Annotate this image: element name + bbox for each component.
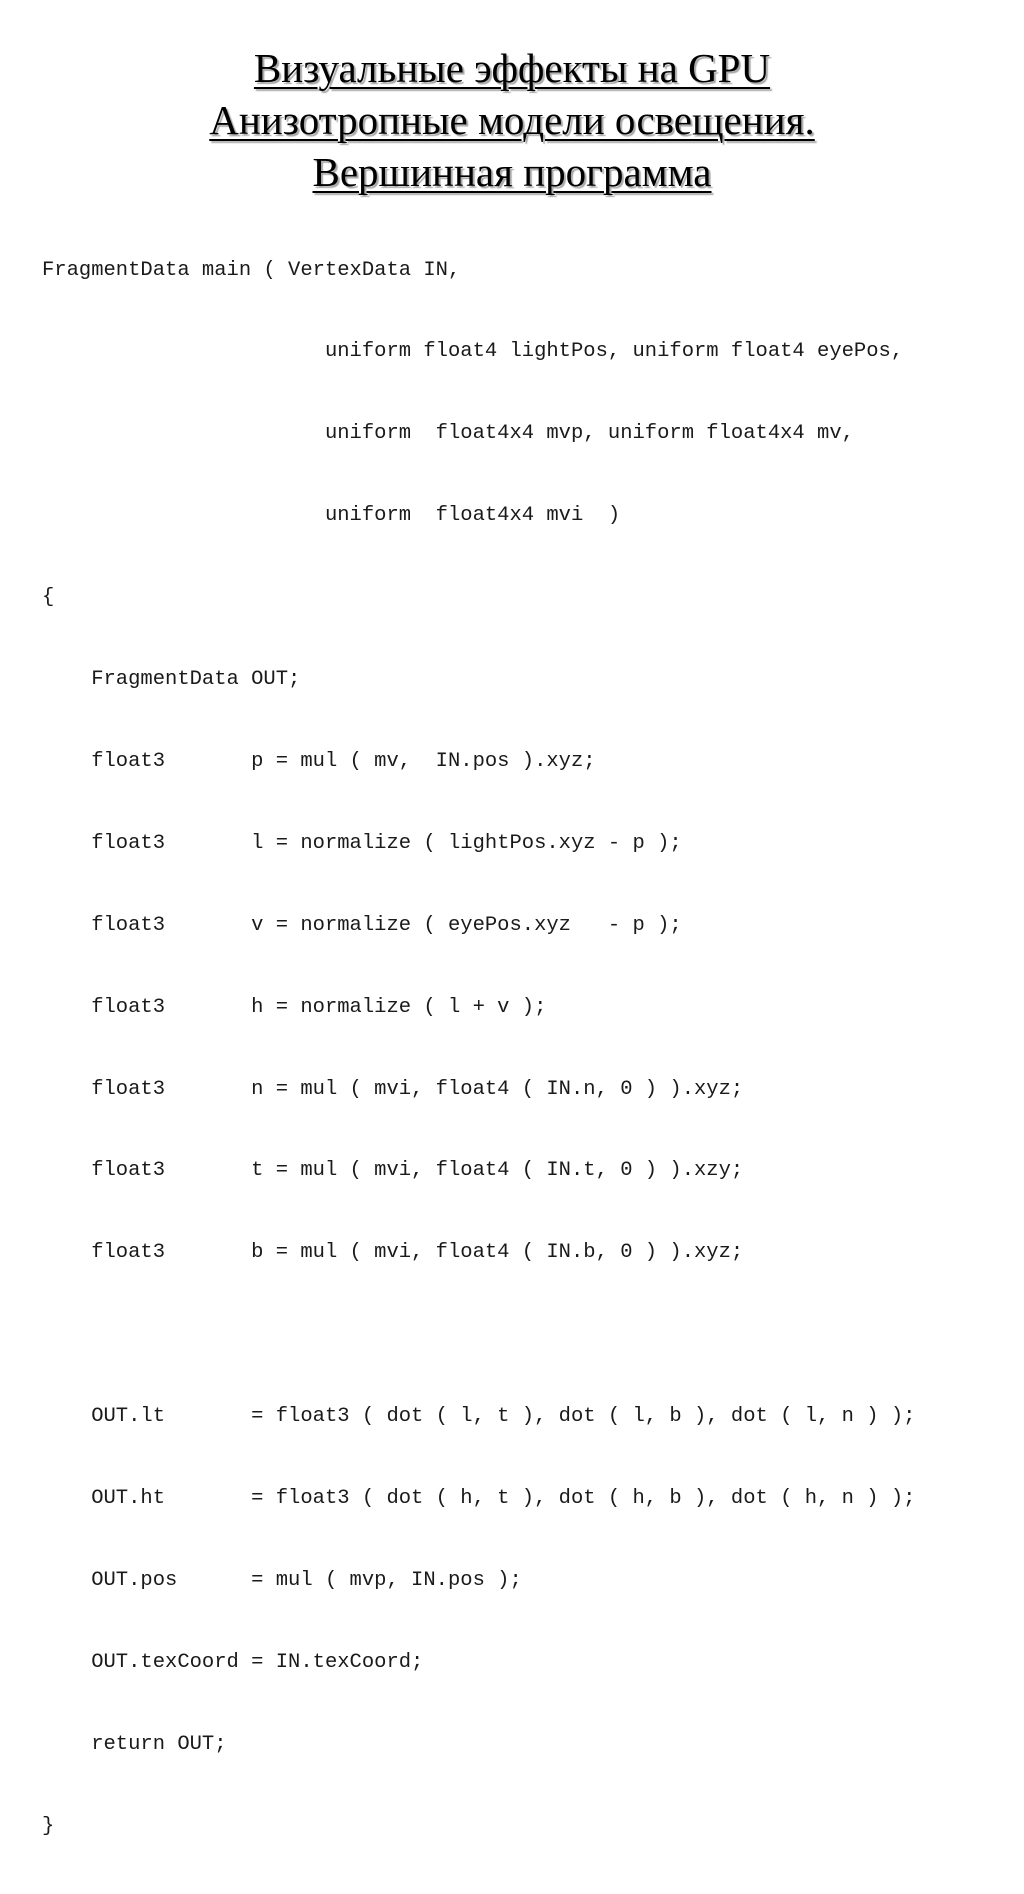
code-line: float3 v = normalize ( eyePos.xyz - p ); bbox=[42, 913, 682, 937]
title-line-3: Вершинная программа bbox=[312, 149, 712, 195]
code-listing bbox=[42, 202, 915, 1894]
code-line: float3 b = mul ( mvi, float4 ( IN.b, 0 ) ).xyz; bbox=[42, 1241, 744, 1265]
code-line: } bbox=[42, 1814, 55, 1838]
code-line: OUT.ht = float3 ( dot ( h, t ), dot ( h, b ), dot ( h, n ) ); bbox=[42, 1486, 916, 1510]
code-line: OUT.lt = float3 ( dot ( l, t ), dot ( l, b ), dot ( l, n ) ); bbox=[42, 1405, 916, 1429]
code-line: uniform float4 lightPos, uniform float4 eyePos, bbox=[42, 340, 904, 364]
slide-title bbox=[0, 42, 1024, 198]
code-line: uniform float4x4 mvp, uniform float4x4 mv, bbox=[42, 422, 854, 446]
code-line: float3 h = normalize ( l + v ); bbox=[42, 995, 547, 1019]
code-line: uniform float4x4 mvi ) bbox=[42, 504, 621, 528]
code-line: float3 p = mul ( mv, IN.pos ).xyz; bbox=[42, 749, 596, 773]
code-line-blank bbox=[42, 1321, 915, 1348]
code-line: float3 l = normalize ( lightPos.xyz - p ); bbox=[42, 831, 682, 855]
code-line: FragmentData OUT; bbox=[42, 668, 301, 692]
code-line: OUT.texCoord = IN.texCoord; bbox=[42, 1650, 424, 1674]
title-line-1: Визуальные эффекты на GPU bbox=[253, 45, 771, 91]
code-line: FragmentData main ( VertexData IN, bbox=[42, 258, 461, 282]
code-line: OUT.pos = mul ( mvp, IN.pos ); bbox=[42, 1568, 522, 1592]
title-line-2: Анизотропные модели освещения. bbox=[209, 97, 815, 143]
code-line: return OUT; bbox=[42, 1732, 227, 1756]
code-line: { bbox=[42, 586, 55, 610]
code-line: float3 t = mul ( mvi, float4 ( IN.t, 0 ) ).xzy; bbox=[42, 1159, 744, 1183]
code-line: float3 n = mul ( mvi, float4 ( IN.n, 0 ) ).xyz; bbox=[42, 1077, 744, 1101]
